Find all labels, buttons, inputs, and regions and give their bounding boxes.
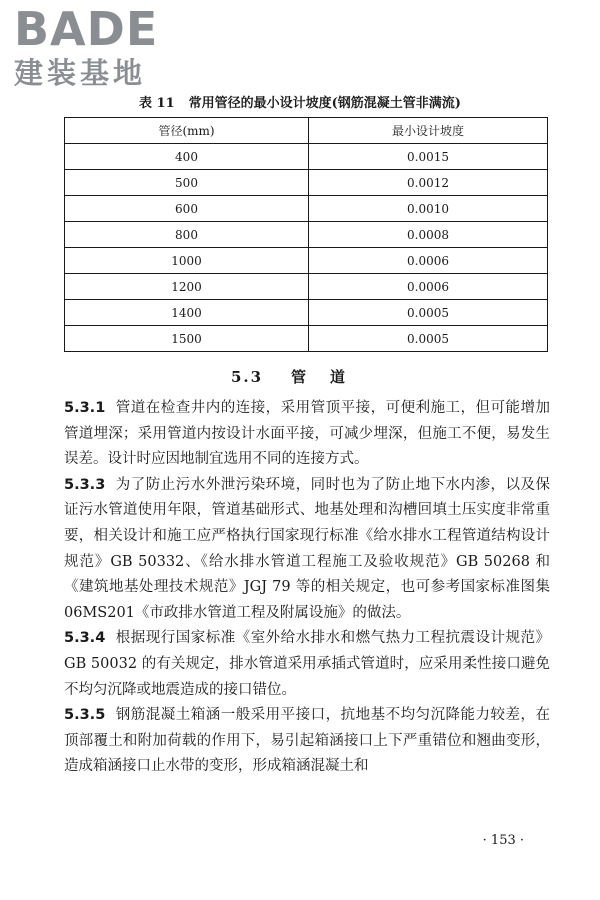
cell-diameter: 800 (65, 222, 309, 248)
clause-paragraph (64, 396, 550, 473)
table-row (65, 326, 548, 352)
clause-text: 为了防止污水外泄污染环境，同时也为了防止地下水内渗，以及保证污水管道使用年限，管道基础形式、地基处理和沟槽回填土压实度非常重要，相关设计和施工应严格执行国家现行标准《给水排水工程管道结构设计规范》GB 50332、《给水排水管道工程施工及验收规范》GB 50268 和《建筑地基处理技术规范》JGJ 79 等的相关规定，也可参考国家标准图集 06MS201《市政排水管道工程及附属设施》的做法。 (64, 476, 550, 621)
cell-slope: 0.0015 (309, 144, 548, 170)
clause-number: 5.3.5 (64, 707, 106, 724)
cell-slope: 0.0006 (309, 248, 548, 274)
header-min-slope: 最小设计坡度 (309, 118, 548, 144)
cell-diameter: 1200 (65, 274, 309, 300)
clause-number: 5.3.1 (64, 400, 106, 416)
cell-diameter: 1000 (65, 248, 309, 274)
logo-subtitle: 建装基地 (14, 56, 147, 90)
table-row (65, 300, 548, 326)
section-title: 管道 (291, 368, 370, 386)
table-row (65, 170, 548, 196)
logo-wordmark: BADE (14, 2, 159, 56)
cell-diameter: 1400 (65, 300, 309, 326)
cell-slope: 0.0012 (309, 170, 548, 196)
table-row (65, 144, 548, 170)
table-row (65, 274, 548, 300)
clause-text: 管道在检查井内的连接，采用管顶平接，可便利施工，但可能增加管道埋深；采用管道内按设计水面平接，可减少埋深，但施工不便，易发生误差。设计时应因地制宜选用不同的连接方式。 (64, 400, 550, 468)
cell-slope: 0.0008 (309, 222, 548, 248)
table-row (65, 248, 548, 274)
cell-diameter: 400 (65, 144, 309, 170)
header-pipe-diameter: 管径(mm) (65, 118, 309, 144)
table-row (65, 222, 548, 248)
table-row (65, 196, 548, 222)
clause-number: 5.3.4 (64, 630, 106, 647)
table-header-row (65, 118, 548, 144)
table-title: 常用管径的最小设计坡度(钢筋混凝土管非满流) (188, 96, 461, 111)
publisher-logo (14, 4, 184, 90)
clause-number: 5.3.3 (64, 476, 106, 493)
pipe-slope-table (64, 117, 548, 352)
clause-paragraph (64, 703, 550, 780)
cell-diameter: 1500 (65, 326, 309, 352)
clause-text: 根据现行国家标准《室外给水排水和燃气热力工程抗震设计规范》GB 50032 的有关规定，排水管道采用承插式管道时，应采用柔性接口避免不均匀沉降或地震造成的接口错位。 (64, 630, 550, 698)
cell-diameter: 500 (65, 170, 309, 196)
table-number: 表 11 (139, 96, 175, 111)
page-number: · 153 · (482, 833, 524, 848)
cell-slope: 0.0005 (309, 326, 548, 352)
clause-text: 钢筋混凝土箱涵一般采用平接口，抗地基不均匀沉降能力较差，在顶部覆土和附加荷载的作用下，易引起箱涵接口上下严重错位和翘曲变形，造成箱涵接口止水带的变形，形成箱涵混凝土和 (64, 707, 550, 775)
clause-paragraph (64, 473, 550, 627)
section-heading (0, 366, 600, 387)
cell-slope: 0.0010 (309, 196, 548, 222)
table-caption (0, 92, 600, 111)
cell-diameter: 600 (65, 196, 309, 222)
cell-slope: 0.0005 (309, 300, 548, 326)
section-number: 5.3 (230, 368, 264, 386)
clause-paragraph (64, 626, 550, 703)
cell-slope: 0.0006 (309, 274, 548, 300)
body-text (64, 396, 550, 780)
